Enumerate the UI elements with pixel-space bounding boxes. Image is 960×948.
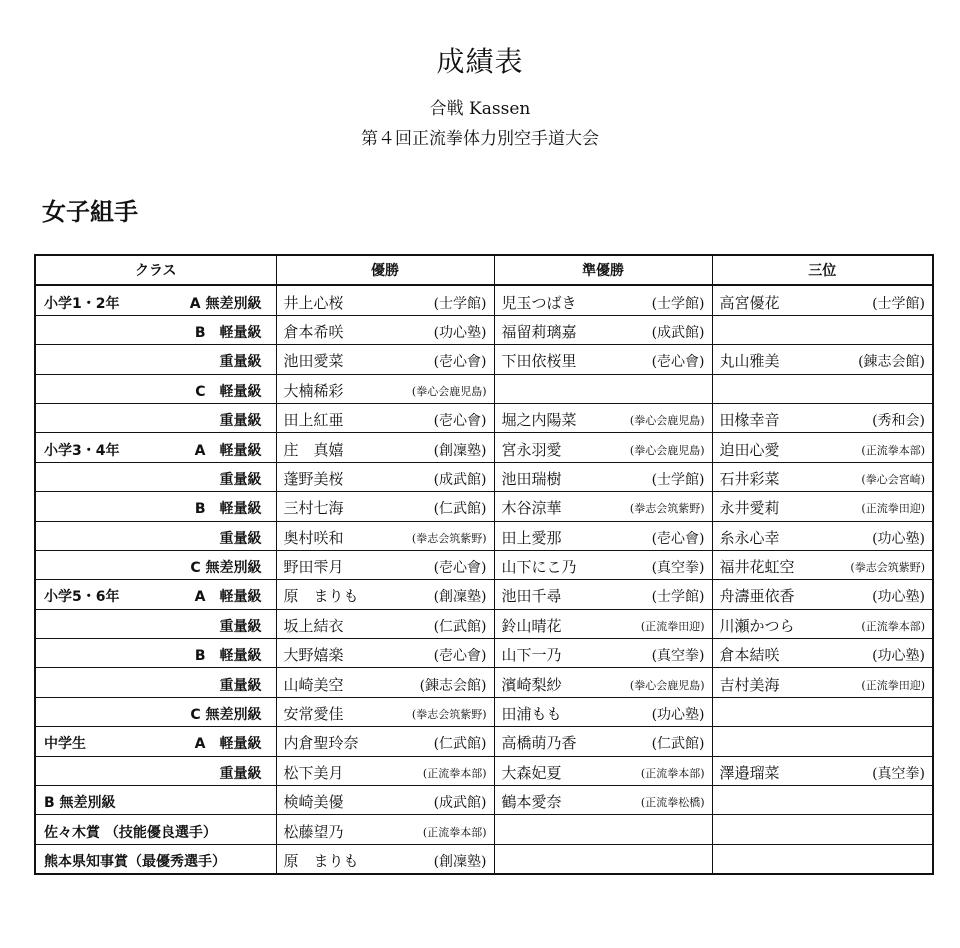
second-place-cell xyxy=(494,609,712,638)
division-label: A 無差別級 xyxy=(189,295,262,312)
competitor-name: 奥村咲和 xyxy=(283,528,344,547)
first-place-cell xyxy=(276,639,494,668)
dojo-name: (仁武館) xyxy=(651,736,705,753)
competitor-name: 大野嬉楽 xyxy=(283,646,344,665)
dojo-name: (士学館) xyxy=(872,295,925,312)
table-row xyxy=(35,550,933,579)
table-row xyxy=(35,756,933,785)
dojo-name: (功心塾) xyxy=(433,324,487,341)
first-place-cell xyxy=(276,815,494,844)
competitor-name: 池田千尋 xyxy=(501,587,562,606)
dojo-name: (拳心会鹿児島) xyxy=(629,414,705,428)
competitor-name: 山下一乃 xyxy=(501,646,562,665)
dojo-name: (仁武館) xyxy=(433,736,487,753)
table-row xyxy=(35,285,933,315)
competitor-name: 蓬野美桜 xyxy=(283,469,344,488)
second-place-cell xyxy=(494,697,712,726)
class-cell xyxy=(35,433,276,462)
second-place-cell xyxy=(494,374,712,403)
division-label: 重量級 xyxy=(219,677,262,694)
dojo-name: (功心塾) xyxy=(872,589,925,606)
dojo-name: (士学館) xyxy=(651,295,705,312)
competitor-name: 石井彩菜 xyxy=(719,469,780,488)
competitor-name: 倉本結咲 xyxy=(719,646,780,665)
table-row xyxy=(35,345,933,374)
results-body xyxy=(35,285,933,874)
table-row xyxy=(35,844,933,874)
competitor-name: 宮永羽愛 xyxy=(501,440,562,459)
second-place-cell xyxy=(494,403,712,432)
division-label: C 無差別級 xyxy=(190,707,262,724)
grade-label: 小学3・4年 xyxy=(44,442,120,459)
competitor-name: 永井愛莉 xyxy=(719,499,780,518)
table-row xyxy=(35,315,933,344)
dojo-name: (錬志会館) xyxy=(858,354,925,371)
class-cell xyxy=(35,492,276,521)
class-cell xyxy=(35,580,276,609)
competitor-name: 坂上結衣 xyxy=(283,616,344,635)
dojo-name: (壱心會) xyxy=(433,560,487,577)
column-header-second: 準優勝 xyxy=(494,255,712,285)
dojo-name: (真空拳) xyxy=(651,648,705,665)
dojo-name: (正流拳松橋) xyxy=(640,796,705,810)
competitor-name: 田浦もも xyxy=(501,705,562,724)
table-row xyxy=(35,815,933,844)
third-place-cell xyxy=(712,786,933,815)
competitor-name: 丸山雅美 xyxy=(719,352,780,371)
dojo-name: (成武館) xyxy=(433,795,487,812)
dojo-name: (正流拳本部) xyxy=(422,825,487,839)
competitor-name: 田椽幸音 xyxy=(719,411,780,430)
third-place-cell xyxy=(712,815,933,844)
competitor-name: 福留莉璃嘉 xyxy=(501,322,577,341)
dojo-name: (創凜塾) xyxy=(433,589,487,606)
division-label: B 軽量級 xyxy=(194,501,262,518)
class-cell xyxy=(35,550,276,579)
table-row xyxy=(35,521,933,550)
second-place-cell xyxy=(494,580,712,609)
class-cell xyxy=(35,786,276,815)
competitor-name: 川瀬かつら xyxy=(719,616,795,635)
dojo-name: (錬志会館) xyxy=(419,677,487,694)
table-header-row xyxy=(35,255,933,285)
third-place-cell xyxy=(712,639,933,668)
competitor-name: 松下美月 xyxy=(283,763,344,782)
table-row xyxy=(35,697,933,726)
dojo-name: (拳心会鹿児島) xyxy=(629,443,705,457)
second-place-cell xyxy=(494,285,712,315)
dojo-name: (秀和会) xyxy=(872,413,925,430)
class-cell xyxy=(35,815,276,844)
dojo-name: (壱心會) xyxy=(433,354,487,371)
class-cell xyxy=(35,345,276,374)
competitor-name: 児玉つばき xyxy=(501,293,577,312)
section-title: 女子組手 xyxy=(42,198,138,226)
table-row xyxy=(35,668,933,697)
dojo-name: (正流拳本部) xyxy=(422,766,487,780)
table-row xyxy=(35,492,933,521)
class-cell xyxy=(35,374,276,403)
grade-label: B 無差別級 xyxy=(44,795,116,812)
first-place-cell xyxy=(276,727,494,756)
dojo-name: (功心塾) xyxy=(872,648,925,665)
first-place-cell xyxy=(276,521,494,550)
dojo-name: (士学館) xyxy=(651,471,705,488)
dojo-name: (拳志会筑紫野) xyxy=(629,502,705,516)
event-name: 第４回正流拳体力別空手道大会 xyxy=(361,129,599,149)
competitor-name: 検崎美優 xyxy=(283,793,344,812)
table-row xyxy=(35,639,933,668)
second-place-cell xyxy=(494,639,712,668)
table-row xyxy=(35,727,933,756)
results-table xyxy=(34,254,934,875)
first-place-cell xyxy=(276,345,494,374)
dojo-name: (仁武館) xyxy=(433,618,487,635)
third-place-cell xyxy=(712,550,933,579)
competitor-name: 福井花虹空 xyxy=(719,558,795,577)
dojo-name: (士学館) xyxy=(651,589,705,606)
third-place-cell xyxy=(712,462,933,491)
first-place-cell xyxy=(276,315,494,344)
page-title: 成績表 xyxy=(436,45,524,78)
competitor-name: 山下にこ乃 xyxy=(501,558,577,577)
dojo-name: (正流拳本部) xyxy=(861,443,925,457)
dojo-name: (創凜塾) xyxy=(433,442,487,459)
dojo-name: (正流拳田迎) xyxy=(861,502,925,516)
competitor-name: 井上心桜 xyxy=(283,293,344,312)
first-place-cell xyxy=(276,433,494,462)
first-place-cell xyxy=(276,756,494,785)
page-subtitle: 合戦 Kassen xyxy=(429,99,531,119)
third-place-cell xyxy=(712,285,933,315)
dojo-name: (拳志会筑紫野) xyxy=(411,531,487,545)
first-place-cell xyxy=(276,697,494,726)
competitor-name: 田上紅亜 xyxy=(283,411,344,430)
second-place-cell xyxy=(494,521,712,550)
third-place-cell xyxy=(712,844,933,874)
division-label: 重量級 xyxy=(219,413,262,430)
dojo-name: (正流拳本部) xyxy=(861,619,925,633)
table-row xyxy=(35,786,933,815)
second-place-cell xyxy=(494,727,712,756)
competitor-name: 鶴本愛奈 xyxy=(501,793,562,812)
table-row xyxy=(35,403,933,432)
competitor-name: 倉本希咲 xyxy=(283,322,344,341)
dojo-name: (成武館) xyxy=(651,324,705,341)
division-label: A 軽量級 xyxy=(194,736,262,753)
first-place-cell xyxy=(276,609,494,638)
competitor-name: 舟濤亜依香 xyxy=(719,587,795,606)
division-label: B 軽量級 xyxy=(194,324,262,341)
second-place-cell xyxy=(494,844,712,874)
dojo-name: (壱心會) xyxy=(651,354,705,371)
class-cell xyxy=(35,697,276,726)
competitor-name: 野田雫月 xyxy=(283,558,344,577)
competitor-name: 澤邉瑠菜 xyxy=(719,763,780,782)
first-place-cell xyxy=(276,550,494,579)
second-place-cell xyxy=(494,786,712,815)
competitor-name: 松藤望乃 xyxy=(283,822,344,841)
competitor-name: 濱崎梨紗 xyxy=(501,675,562,694)
third-place-cell xyxy=(712,433,933,462)
table-row xyxy=(35,580,933,609)
dojo-name: (正流拳田迎) xyxy=(861,678,925,692)
third-place-cell xyxy=(712,492,933,521)
dojo-name: (拳心会宮崎) xyxy=(861,472,925,486)
competitor-name: 堀之内陽菜 xyxy=(501,411,577,430)
class-cell xyxy=(35,285,276,315)
first-place-cell xyxy=(276,462,494,491)
class-cell xyxy=(35,315,276,344)
dojo-name: (成武館) xyxy=(433,471,487,488)
division-label: 重量級 xyxy=(219,765,262,782)
class-cell xyxy=(35,756,276,785)
third-place-cell xyxy=(712,521,933,550)
second-place-cell xyxy=(494,492,712,521)
first-place-cell xyxy=(276,844,494,874)
first-place-cell xyxy=(276,668,494,697)
dojo-name: (正流拳本部) xyxy=(640,766,705,780)
third-place-cell xyxy=(712,668,933,697)
second-place-cell xyxy=(494,668,712,697)
competitor-name: 内倉聖玲奈 xyxy=(283,734,359,753)
competitor-name: 池田瑞樹 xyxy=(501,469,562,488)
class-cell xyxy=(35,609,276,638)
first-place-cell xyxy=(276,285,494,315)
dojo-name: (士学館) xyxy=(433,295,487,312)
dojo-name: (正流拳田迎) xyxy=(640,619,705,633)
award-label: 熊本県知事賞（最優秀選手） xyxy=(44,854,226,870)
second-place-cell xyxy=(494,433,712,462)
third-place-cell xyxy=(712,697,933,726)
division-label: A 軽量級 xyxy=(194,442,262,459)
column-header-third: 三位 xyxy=(712,255,933,285)
first-place-cell xyxy=(276,786,494,815)
second-place-cell xyxy=(494,550,712,579)
third-place-cell xyxy=(712,315,933,344)
dojo-name: (功心塾) xyxy=(651,707,705,724)
grade-label: 中学生 xyxy=(44,736,86,753)
dojo-name: (壱心會) xyxy=(433,413,487,430)
third-place-cell xyxy=(712,756,933,785)
dojo-name: (拳心会鹿児島) xyxy=(629,678,705,692)
competitor-name: 安常愛佳 xyxy=(283,705,344,724)
competitor-name: 三村七海 xyxy=(283,499,344,518)
dojo-name: (仁武館) xyxy=(433,501,487,518)
class-cell xyxy=(35,844,276,874)
competitor-name: 田上愛那 xyxy=(501,528,562,547)
column-header-first: 優勝 xyxy=(276,255,494,285)
dojo-name: (創凜塾) xyxy=(433,854,487,870)
third-place-cell xyxy=(712,727,933,756)
division-label: B 軽量級 xyxy=(194,648,262,665)
dojo-name: (真空拳) xyxy=(651,560,705,577)
competitor-name: 原 まりも xyxy=(283,587,359,606)
division-label: 重量級 xyxy=(219,471,262,488)
division-label: C 軽量級 xyxy=(195,383,262,400)
competitor-name: 大森妃夏 xyxy=(501,763,562,782)
division-label: A 軽量級 xyxy=(194,589,262,606)
competitor-name: 庄 真嬉 xyxy=(283,440,344,459)
dojo-name: (拳志会筑紫野) xyxy=(411,708,487,722)
second-place-cell xyxy=(494,815,712,844)
class-cell xyxy=(35,403,276,432)
competitor-name: 大楠稀彩 xyxy=(283,381,344,400)
competitor-name: 下田依桜里 xyxy=(501,352,577,371)
division-label: 重量級 xyxy=(219,354,262,371)
competitor-name: 吉村美海 xyxy=(719,675,780,694)
competitor-name: 高宮優花 xyxy=(719,293,780,312)
grade-label: 小学1・2年 xyxy=(44,295,120,312)
competitor-name: 糸永心幸 xyxy=(719,528,780,547)
first-place-cell xyxy=(276,403,494,432)
competitor-name: 鈴山晴花 xyxy=(501,616,562,635)
table-row xyxy=(35,374,933,403)
dojo-name: (壱心會) xyxy=(433,648,487,665)
class-cell xyxy=(35,668,276,697)
third-place-cell xyxy=(712,580,933,609)
dojo-name: (功心塾) xyxy=(872,530,925,547)
competitor-name: 山崎美空 xyxy=(283,675,344,694)
second-place-cell xyxy=(494,345,712,374)
table-row xyxy=(35,433,933,462)
dojo-name: (壱心會) xyxy=(651,530,705,547)
competitor-name: 木谷涼華 xyxy=(501,499,562,518)
division-label: 重量級 xyxy=(219,530,262,547)
competitor-name: 池田愛菜 xyxy=(283,352,344,371)
grade-label: 小学5・6年 xyxy=(44,589,120,606)
competitor-name: 原 まりも xyxy=(283,852,359,870)
dojo-name: (真空拳) xyxy=(872,765,925,782)
second-place-cell xyxy=(494,756,712,785)
third-place-cell xyxy=(712,374,933,403)
second-place-cell xyxy=(494,315,712,344)
class-cell xyxy=(35,639,276,668)
award-label: 佐々木賞 （技能優良選手） xyxy=(44,824,217,841)
class-cell xyxy=(35,727,276,756)
second-place-cell xyxy=(494,462,712,491)
competitor-name: 高橋萌乃香 xyxy=(501,734,577,753)
table-row xyxy=(35,609,933,638)
class-cell xyxy=(35,462,276,491)
dojo-name: (拳志会筑紫野) xyxy=(850,561,925,575)
third-place-cell xyxy=(712,609,933,638)
column-header-class: クラス xyxy=(35,255,276,285)
third-place-cell xyxy=(712,345,933,374)
division-label: C 無差別級 xyxy=(190,560,262,577)
third-place-cell xyxy=(712,403,933,432)
first-place-cell xyxy=(276,492,494,521)
table-row xyxy=(35,462,933,491)
competitor-name: 迫田心愛 xyxy=(719,440,780,459)
first-place-cell xyxy=(276,580,494,609)
class-cell xyxy=(35,521,276,550)
division-label: 重量級 xyxy=(219,618,262,635)
first-place-cell xyxy=(276,374,494,403)
dojo-name: (拳心会鹿児島) xyxy=(411,384,487,398)
